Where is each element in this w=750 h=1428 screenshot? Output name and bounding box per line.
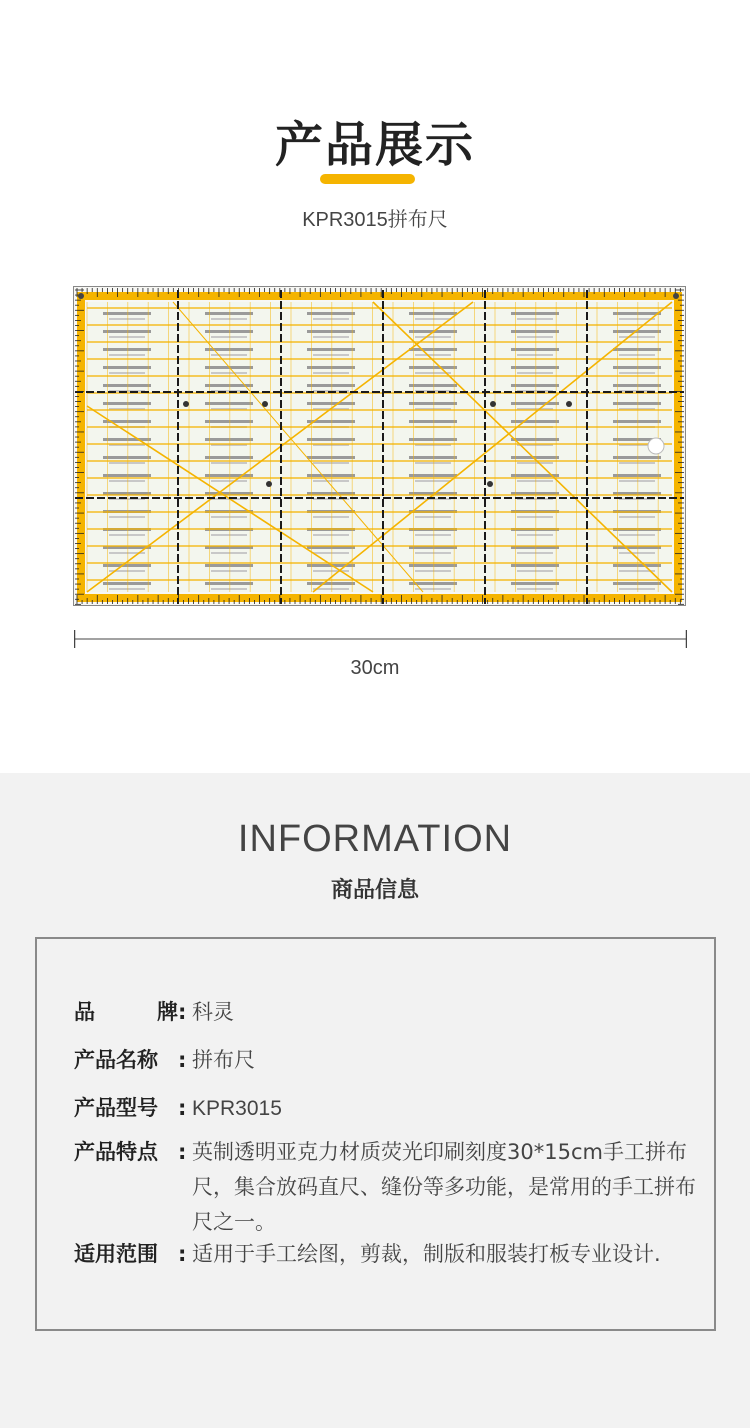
info-colon: : (178, 1140, 187, 1164)
info-colon: : (178, 1000, 187, 1024)
info-label-usage: 适用范围 (74, 1242, 158, 1266)
info-box (35, 937, 716, 1331)
information-section (0, 773, 750, 1428)
product-model-subtitle: KPR3015拼布尺 (302, 209, 448, 231)
information-heading-en: INFORMATION (237, 818, 513, 860)
info-value-model: KPR3015 (192, 1097, 282, 1120)
info-label-model: 产品型号 (74, 1096, 158, 1120)
info-label-features: 产品特点 (74, 1140, 158, 1164)
title-underline (320, 174, 415, 184)
dimension-label: 30cm (350, 657, 400, 679)
info-value-brand: 科灵 (192, 1000, 234, 1024)
info-value-name: 拼布尺 (192, 1048, 255, 1072)
info-value-usage: 适用于手工绘图，剪裁，制版和服装打板专业设计. (192, 1242, 661, 1266)
info-label-brand: 品 牌 (74, 1000, 178, 1024)
info-label-name: 产品名称 (74, 1048, 158, 1072)
dimension-line (74, 630, 687, 648)
information-heading-cn: 商品信息 (330, 878, 419, 903)
page-title: 产品展示 (274, 117, 475, 173)
info-colon: : (178, 1242, 187, 1266)
patchwork-ruler-image (73, 286, 686, 606)
info-value-features: 英制透明亚克力材质荧光印刷刻度30*15cm手工拼布尺，集合放码直尺、缝份等多功能，是常用的手工拼布尺之一。 (192, 1140, 696, 1234)
info-colon: : (178, 1048, 187, 1072)
info-colon: : (178, 1096, 187, 1120)
